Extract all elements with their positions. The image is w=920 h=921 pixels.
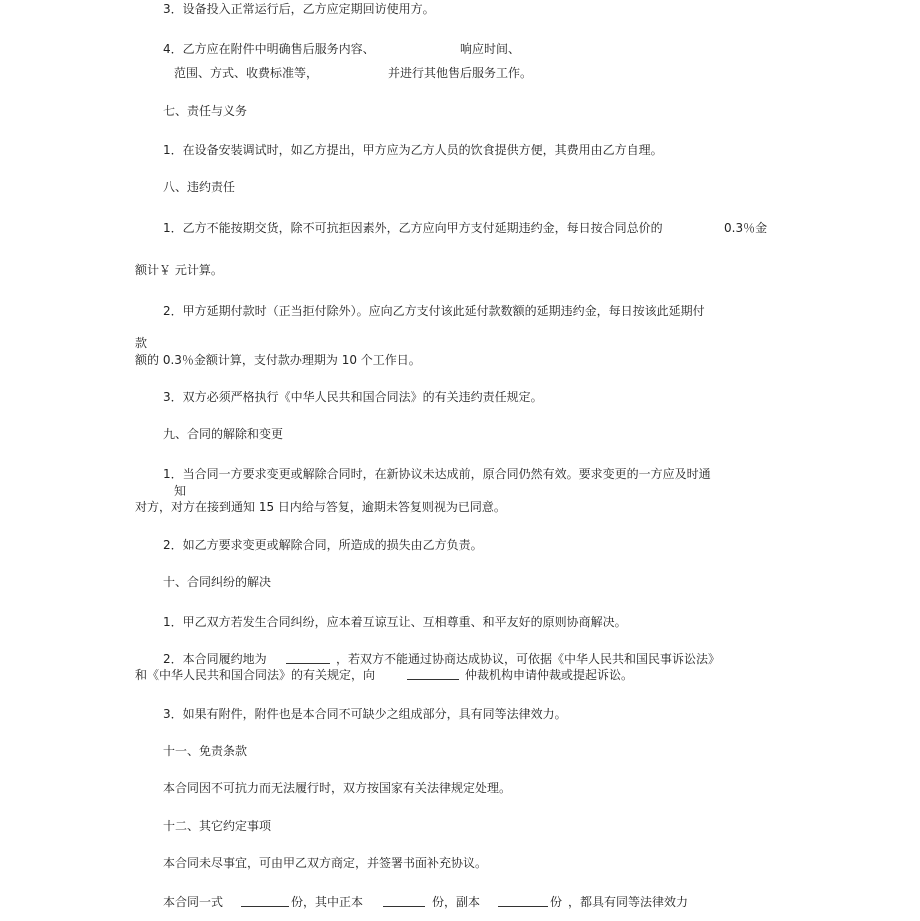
clause-10-2-part4: 仲裁机构申请仲裁或提起诉讼。 bbox=[465, 668, 634, 682]
section-heading-7: 七、责任与义务 bbox=[163, 104, 248, 118]
clause-9-1-wrap: 知 bbox=[174, 484, 187, 498]
copies-total-blank bbox=[241, 895, 289, 907]
clause-6-4-part2: 响应时间、 bbox=[460, 42, 521, 56]
clause-8-1-cont: 额计￥ 元计算。 bbox=[135, 263, 223, 277]
clause-10-3: 3．如果有附件，附件也是本合同不可缺少之组成部分，具有同等法律效力。 bbox=[163, 707, 567, 721]
arbitration-blank bbox=[407, 668, 459, 680]
section-heading-8: 八、违约责任 bbox=[163, 180, 236, 194]
clause-6-4-part1: 4．乙方应在附件中明确售后服务内容、 bbox=[163, 42, 375, 56]
clause-7-1: 1．在设备安装调试时，如乙方提出，甲方应为乙方人员的饮食提供方便，其费用由乙方自理。 bbox=[163, 143, 663, 157]
clause-6-4-part4: 并进行其他售后服务工作。 bbox=[388, 66, 533, 80]
section-heading-11: 十一、免责条款 bbox=[163, 744, 248, 758]
clause-8-1-rate: 0.3％金 bbox=[724, 221, 768, 235]
clause-8-2: 2．甲方延期付款时（正当拒付除外）。应向乙方支付该此延付款数额的延期违约金，每日按该此延期付 bbox=[163, 304, 705, 318]
clause-11: 本合同因不可抗力而无法履行时，双方按国家有关法律规定处理。 bbox=[163, 781, 512, 795]
clause-6-4-part3: 范围、方式、收费标准等， bbox=[174, 66, 319, 80]
clause-9-1: 1．当合同一方要求变更或解除合同时，在新协议未达成前，原合同仍然有效。要求变更的一方应及时通 bbox=[163, 467, 711, 481]
clause-8-3: 3．双方必须严格执行《中华人民共和国合同法》的有关违约责任规定。 bbox=[163, 390, 543, 404]
clause-6-3: 3．设备投入正常运行后，乙方应定期回访使用方。 bbox=[163, 2, 435, 16]
copies-text-3: 份，副本 bbox=[432, 895, 481, 909]
copies-text-1: 本合同一式 bbox=[163, 895, 224, 909]
clause-10-2-part2: ，若双方不能通过协商达成协议，可依据《中华人民共和国民事诉讼法》 bbox=[336, 652, 721, 666]
clause-10-2-part3: 和《中华人民共和国合同法》的有关规定，向 bbox=[135, 668, 376, 682]
clause-9-2: 2．如乙方要求变更或解除合同，所造成的损失由乙方负责。 bbox=[163, 538, 483, 552]
copies-text-4: 份 bbox=[550, 895, 563, 909]
clause-8-1: 1．乙方不能按期交货，除不可抗拒因素外，乙方应向甲方支付延期违约金，每日按合同总价的 bbox=[163, 221, 663, 235]
clause-10-2-part1: 2．本合同履约地为 bbox=[163, 652, 267, 666]
section-heading-9: 九、合同的解除和变更 bbox=[163, 427, 284, 441]
clause-10-1: 1．甲乙双方若发生合同纠纷，应本着互谅互让、互相尊重、和平友好的原则协商解决。 bbox=[163, 615, 627, 629]
copies-text-2: 份，其中正本 bbox=[291, 895, 364, 909]
clause-9-1-cont: 对方，对方在接到通知 15 日内给与答复，逾期未答复则视为已同意。 bbox=[135, 500, 506, 514]
copies-text-5: ，都具有同等法律效力 bbox=[568, 895, 689, 909]
venue-blank bbox=[286, 652, 330, 664]
copies-original-blank bbox=[383, 895, 425, 907]
clause-12-1: 本合同未尽事宜，可由甲乙双方商定，并签署书面补充协议。 bbox=[163, 856, 488, 870]
section-heading-12: 十二、其它约定事项 bbox=[163, 819, 272, 833]
clause-8-2-cont: 额的 0.3％金额计算，支付款办理期为 10 个工作日。 bbox=[135, 353, 421, 367]
copies-duplicate-blank bbox=[498, 895, 548, 907]
section-heading-10: 十、合同纠纷的解决 bbox=[163, 575, 272, 589]
clause-8-2-wrap: 款 bbox=[135, 336, 148, 350]
